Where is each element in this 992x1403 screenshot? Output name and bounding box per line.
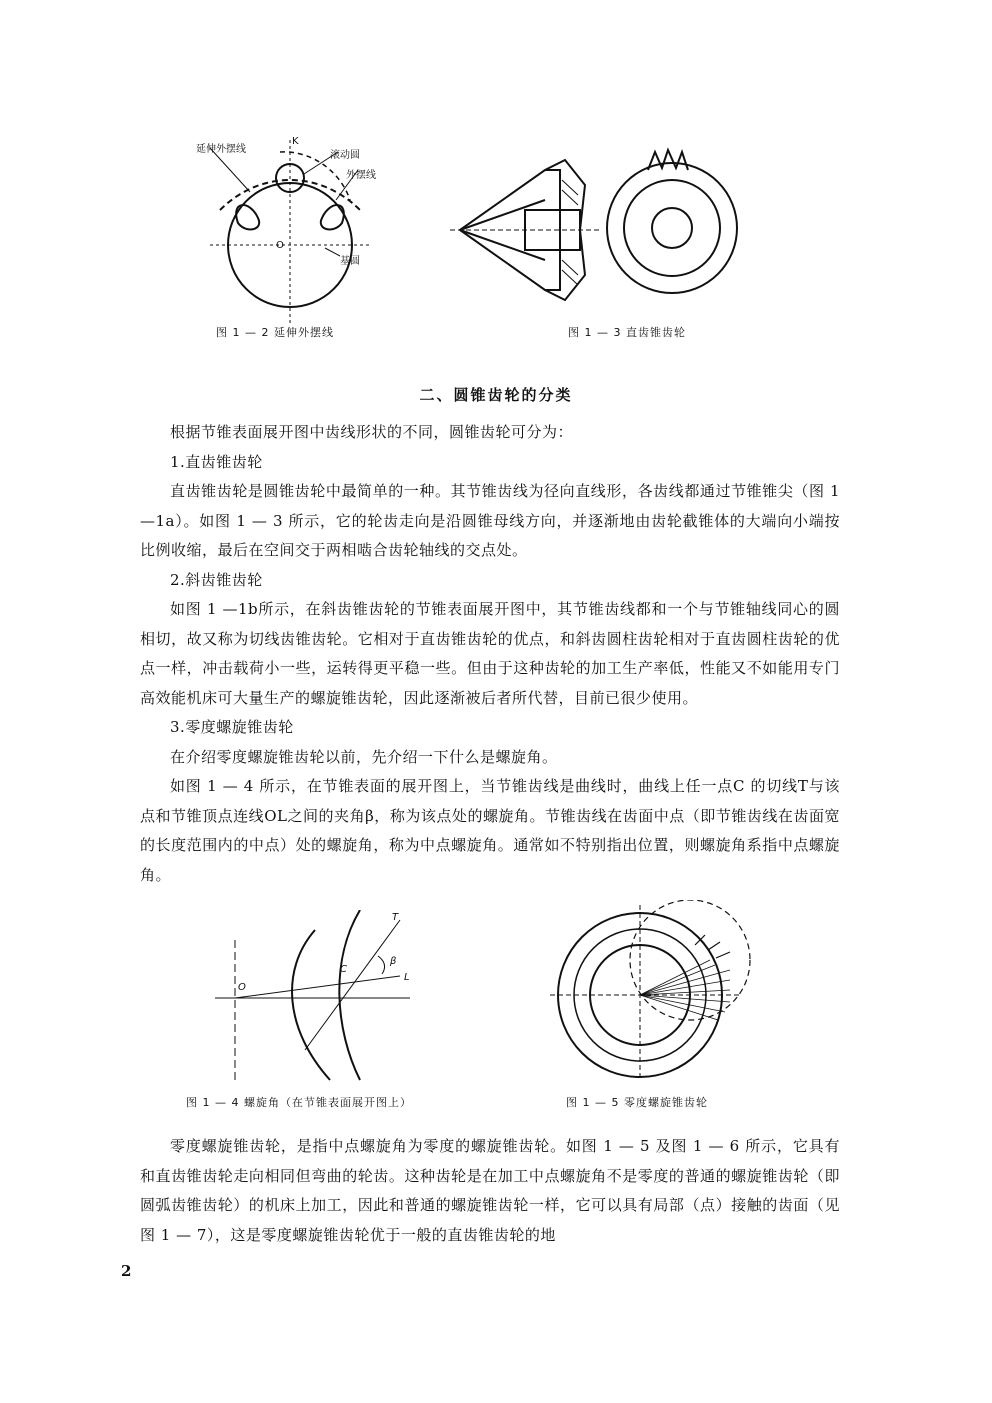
figure-1-4-diagram bbox=[210, 910, 430, 1085]
figure-1-5-caption: 图 1 — 5 零度螺旋锥齿轮 bbox=[566, 1096, 708, 1109]
label-epicycloid: 外摆线 bbox=[346, 170, 376, 181]
heading-spur-bevel: 1.直齿锥齿轮 bbox=[170, 452, 263, 471]
figure-1-2-diagram bbox=[180, 130, 420, 330]
label-o-fig4: O bbox=[238, 982, 246, 993]
label-l: L bbox=[404, 972, 410, 983]
figure-1-4-caption: 图 1 — 4 螺旋角（在节锥表面展开图上） bbox=[186, 1096, 412, 1109]
label-t: T bbox=[392, 912, 399, 923]
page-number: 2 bbox=[121, 1262, 132, 1280]
figure-1-5-diagram bbox=[540, 900, 770, 1080]
section-title: 二、圆锥齿轮的分类 bbox=[419, 386, 573, 404]
label-extended-epicycloid: 延伸外摆线 bbox=[196, 144, 246, 155]
label-rolling-circle: 滚动圆 bbox=[330, 150, 360, 161]
heading-zerol-bevel: 3.零度螺旋锥齿轮 bbox=[170, 718, 294, 736]
heading-skew-bevel: 2.斜齿锥齿轮 bbox=[170, 570, 263, 589]
para-zerol-definition: 零度螺旋锥齿轮，是指中点螺旋角为零度的螺旋锥齿轮。如图 1 — 5 及图 1 — 6 所示，它具有和直齿锥齿轮走向相同但弯曲的轮齿。这种齿轮是在加工中点螺旋角不是零度的普通的螺旋锥齿轮（即圆弧齿锥齿轮）的机床上加工，因此和普通的螺旋锥齿轮一样，它可以具有局部（点）接触的齿面（见图 1 — 7），这是零度螺旋锥齿轮优于一般的直齿锥齿轮的地 bbox=[140, 1137, 840, 1244]
para-zerol-intro: 在介绍零度螺旋锥齿轮以前，先介绍一下什么是螺旋角。 bbox=[170, 747, 558, 766]
figure-1-3-diagram bbox=[450, 140, 750, 310]
label-k: K bbox=[292, 136, 299, 147]
text-block-2 bbox=[140, 1132, 840, 1250]
para-intro: 根据节锥表面展开图中齿线形状的不同，圆锥齿轮可分为： bbox=[170, 423, 574, 441]
para-spiral-angle: 如图 1 — 4 所示，在节锥表面的展开图上，当节锥齿线是曲线时，曲线上任一点C 的切线T与该点和节锥顶点连线OL之间的夹角β，称为该点处的螺旋角。节锥齿线在齿面中点（即节锥齿线在齿面宽的长度范围内的中点）处的螺旋角，称为中点螺旋角。通常如不特别指出位置，则螺旋角系指中点螺旋角。 bbox=[140, 777, 840, 884]
figure-1-2-caption: 图 1 — 2 延伸外摆线 bbox=[216, 326, 334, 339]
label-beta: β bbox=[390, 956, 397, 967]
para-spur-bevel: 直齿锥齿轮是圆锥齿轮中最简单的一种。其节锥齿线为径向直线形，各齿线都通过节锥锥尖（图 1 —1a）。如图 1 — 3 所示，它的轮齿走向是沿圆锥母线方向，并逐渐地由齿轮截锥体的大端向小端按比例收缩，最后在空间交于两相啮合齿轮轴线的交点处。 bbox=[140, 482, 840, 559]
text-block-1 bbox=[140, 418, 840, 890]
figure-1-3-caption: 图 1 — 3 直齿锥齿轮 bbox=[568, 326, 686, 339]
label-o: O bbox=[276, 240, 284, 251]
label-c: C bbox=[340, 964, 347, 975]
para-skew-bevel: 如图 1 —1b所示，在斜齿锥齿轮的节锥表面展开图中，其节锥齿线都和一个与节锥轴线同心的圆相切，故又称为切线齿锥齿轮。它相对于直齿锥齿轮的优点，和斜齿圆柱齿轮相对于直齿圆柱齿轮的优点一样，冲击载荷小一些，运转得更平稳一些。但由于这种齿轮的加工生产率低，性能又不如能用专门高效能机床可大量生产的螺旋锥齿轮，因此逐渐被后者所代替，目前已很少使用。 bbox=[140, 600, 840, 707]
label-base-circle: 基圆 bbox=[340, 256, 360, 267]
